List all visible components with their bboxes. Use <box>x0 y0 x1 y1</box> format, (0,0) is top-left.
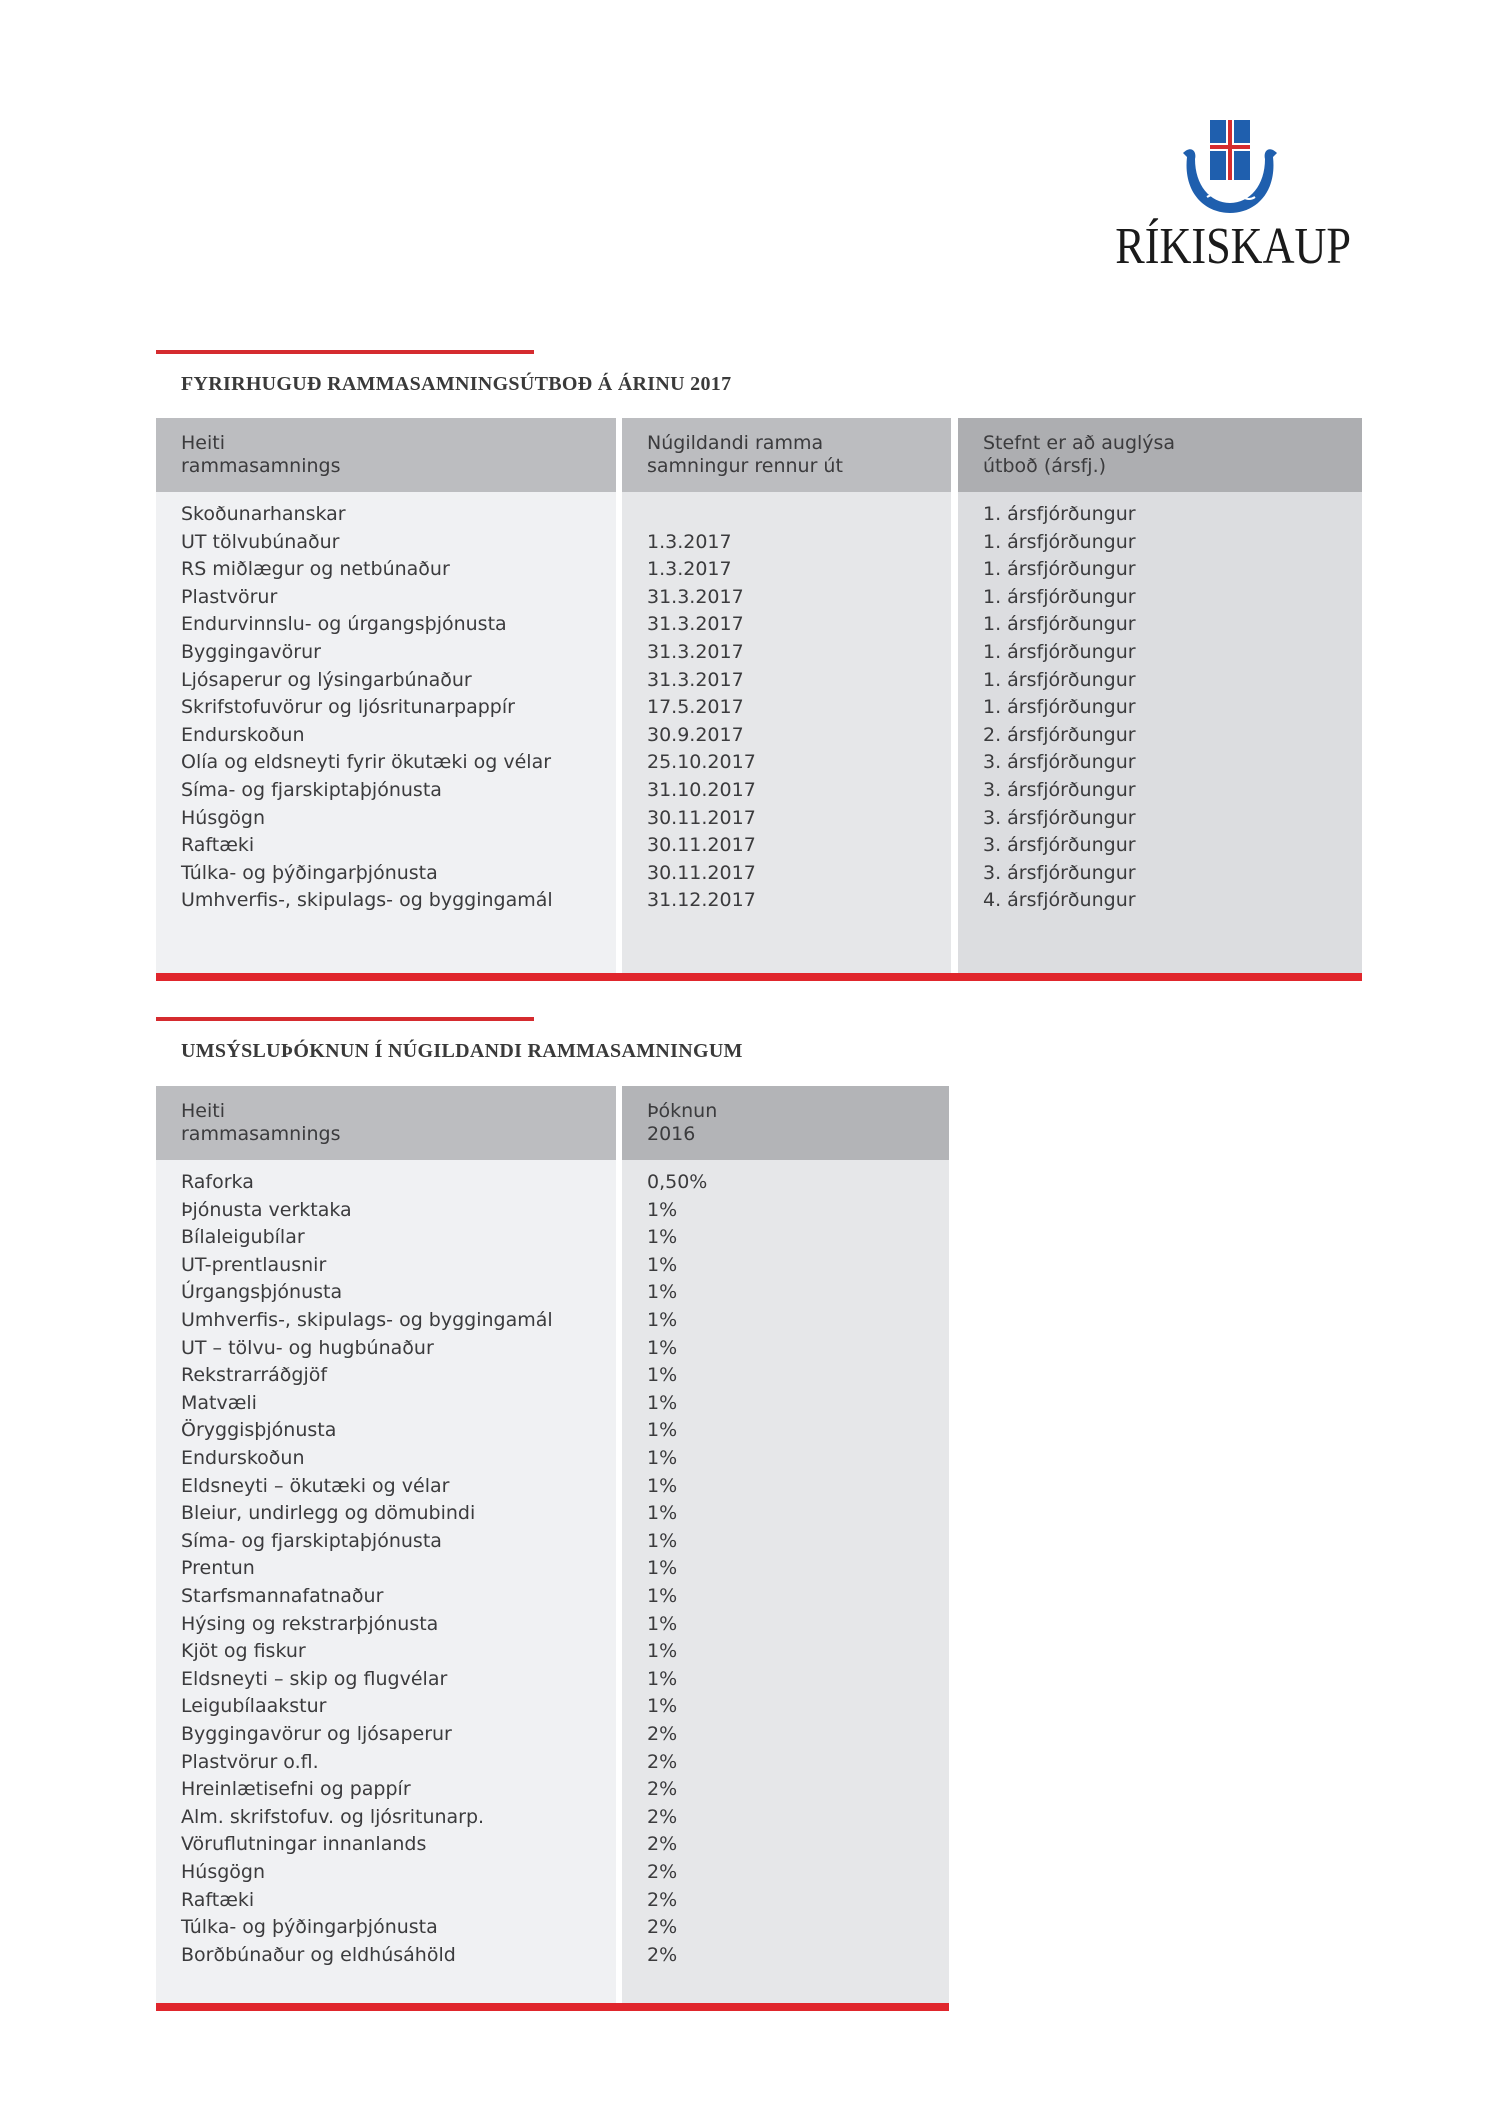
table-cell: 2% <box>647 1723 678 1745</box>
table-cell: 1% <box>647 1336 678 1359</box>
table-cell: UT-prentlausnir <box>181 1253 327 1276</box>
table-cell: 1. ársfjórðungur <box>983 585 1136 608</box>
table-cell: 2. ársfjórðungur <box>983 723 1136 746</box>
column-header <box>156 1086 616 1160</box>
table-cell: Húsgögn <box>181 806 266 829</box>
table-cell: 1% <box>647 1667 678 1690</box>
table-cell: 1% <box>647 1226 678 1249</box>
table-cell: UT – tölvu- og hugbúnaður <box>181 1336 434 1359</box>
table-cell: 1. ársfjórðungur <box>983 641 1136 663</box>
table-cell: Skoðunarhanskar <box>181 503 346 525</box>
logo-wordmark: RÍKISKAUP <box>1115 218 1352 275</box>
table-cell: 31.12.2017 <box>647 889 756 912</box>
table-cell: 1. ársfjórðungur <box>983 558 1136 581</box>
table-cell: 1. ársfjórðungur <box>983 696 1136 719</box>
table-cell: 1.3.2017 <box>647 558 732 581</box>
table-cell: Þjónusta verktaka <box>181 1198 352 1221</box>
table-cell: Hreinlætisefni og pappír <box>181 1778 411 1801</box>
table-cell: 1. ársfjórðungur <box>983 503 1136 525</box>
table-cell: Byggingavörur og ljósaperur <box>181 1723 452 1745</box>
table-cell: 1% <box>647 1309 678 1331</box>
table-cell: 30.9.2017 <box>647 723 744 746</box>
table-cell: 30.11.2017 <box>647 806 756 829</box>
table-column <box>156 1086 616 2005</box>
table-cell: 1% <box>647 1585 678 1607</box>
table-cell: 1% <box>647 1364 678 1387</box>
table-cell: Byggingavörur <box>181 641 321 663</box>
table-cell: 1. ársfjórðungur <box>983 530 1136 553</box>
table-cell: Prentun <box>181 1557 255 1580</box>
section-divider <box>156 350 534 354</box>
table-cell: Plastvörur o.fl. <box>181 1750 319 1773</box>
header-line: 2016 <box>647 1123 696 1145</box>
column-body <box>622 492 951 975</box>
table-cell: RS miðlægur og netbúnaður <box>181 558 450 581</box>
table-cell: 1% <box>647 1557 678 1580</box>
table-cell: Kjöt og fiskur <box>181 1640 306 1663</box>
column-body <box>622 1160 949 2005</box>
table-cell: 1% <box>647 1198 678 1221</box>
table-cell: 2% <box>647 1833 678 1856</box>
table-cell: 31.3.2017 <box>647 613 744 636</box>
table-bottom-bar <box>156 973 1362 981</box>
table-cell: Öryggisþjónusta <box>181 1419 337 1442</box>
table-cell: Endurskoðun <box>181 723 305 746</box>
section-divider <box>156 1017 534 1021</box>
table-cell: Raftæki <box>181 834 255 857</box>
table-cell: 1% <box>647 1447 678 1469</box>
table-cell: Endurvinnslu- og úrgangsþjónusta <box>181 613 507 636</box>
header-line: Heiti <box>181 1100 225 1122</box>
table-cell: Borðbúnaður og eldhúsáhöld <box>181 1943 456 1966</box>
table-cell: 1. ársfjórðungur <box>983 668 1136 691</box>
table-cell: Hýsing og rekstrarþjónusta <box>181 1612 439 1635</box>
table-cell: 3. ársfjórðungur <box>983 834 1136 857</box>
table-cell: Plastvörur <box>181 585 278 608</box>
table-cell: Túlka- og þýðingarþjónusta <box>181 861 438 884</box>
table-cell: 3. ársfjórðungur <box>983 751 1136 774</box>
table-cell: 2% <box>647 1861 678 1883</box>
header-line: samningur rennur út <box>647 455 843 477</box>
table-cell: 25.10.2017 <box>647 751 756 774</box>
table-cell: Ljósaperur og lýsingarbúnaður <box>181 668 472 691</box>
header-line: útboð (ársfj.) <box>983 455 1107 477</box>
table-cell: Síma- og fjarskiptaþjónusta <box>181 779 442 801</box>
column-header <box>156 418 616 492</box>
table-cell: 2% <box>647 1916 678 1939</box>
section1-title: FYRIRHUGUÐ RAMMASAMNINGSÚTBOÐ Á ÁRINU 2017 <box>181 373 732 395</box>
table-cell: Endurskoðun <box>181 1447 305 1469</box>
table-cell: Starfsmannafatnaður <box>181 1585 384 1607</box>
table-cell: Síma- og fjarskiptaþjónusta <box>181 1529 442 1552</box>
table-cell: Umhverfis-, skipulags- og byggingamál <box>181 889 553 912</box>
column-header <box>622 1086 949 1160</box>
table-cell: Túlka- og þýðingarþjónusta <box>181 1916 438 1939</box>
table-cell: 2% <box>647 1943 678 1966</box>
table-cell: Skrifstofuvörur og ljósritunarpappír <box>181 696 515 719</box>
table-cell: 1% <box>647 1529 678 1552</box>
column-body <box>156 492 616 975</box>
table-cell: Raftæki <box>181 1888 255 1911</box>
table-cell: 1% <box>647 1253 678 1276</box>
table-cell: 30.11.2017 <box>647 834 756 857</box>
table-cell: 31.3.2017 <box>647 668 744 691</box>
header-line: Heiti <box>181 432 225 454</box>
table-cell: 1% <box>647 1419 678 1442</box>
table-cell: 17.5.2017 <box>647 696 744 719</box>
column-header <box>622 418 951 492</box>
table-cell: Bílaleigubílar <box>181 1226 305 1249</box>
table-cell: 31.3.2017 <box>647 641 744 663</box>
table-cell: Leigubílaakstur <box>181 1695 327 1718</box>
table-cell: Eldsneyti – skip og flugvélar <box>181 1667 448 1690</box>
table-cell: Alm. skrifstofuv. og ljósritunarp. <box>181 1805 485 1828</box>
table-cell: Húsgögn <box>181 1861 266 1883</box>
table-cell: 1% <box>647 1281 678 1304</box>
table-cell: 1% <box>647 1502 678 1525</box>
table-cell: Eldsneyti – ökutæki og vélar <box>181 1474 450 1497</box>
table-column <box>156 418 616 975</box>
header-line: Þóknun <box>647 1100 718 1122</box>
table-cell: 3. ársfjórðungur <box>983 861 1136 884</box>
header-line: Stefnt er að auglýsa <box>983 432 1176 454</box>
table-cell: 3. ársfjórðungur <box>983 806 1136 829</box>
table-column <box>958 418 1362 975</box>
table-cell: 31.10.2017 <box>647 779 756 801</box>
column-header <box>958 418 1362 492</box>
table-cell: 1% <box>647 1391 678 1414</box>
table-cell: 1.3.2017 <box>647 530 732 553</box>
column-body <box>958 492 1362 975</box>
table-cell: Bleiur, undirlegg og dömubindi <box>181 1502 476 1525</box>
table-cell: 30.11.2017 <box>647 861 756 884</box>
table-cell: Matvæli <box>181 1391 257 1414</box>
table-cell: UT tölvubúnaður <box>181 530 340 553</box>
table-cell: Olía og eldsneyti fyrir ökutæki og vélar <box>181 751 552 774</box>
commission-table <box>156 1086 949 2011</box>
table-column <box>622 418 951 975</box>
table-cell: Umhverfis-, skipulags- og byggingamál <box>181 1309 553 1331</box>
table-cell: 2% <box>647 1805 678 1828</box>
table-cell: Vöruflutningar innanlands <box>181 1833 427 1856</box>
table-cell: 4. ársfjórðungur <box>983 889 1136 912</box>
planned-tenders-table <box>156 418 1362 975</box>
table-cell: 1% <box>647 1640 678 1663</box>
table-cell: 31.3.2017 <box>647 585 744 608</box>
table-cell: 3. ársfjórðungur <box>983 779 1136 801</box>
table-cell: 1% <box>647 1474 678 1497</box>
table-cell: 1. ársfjórðungur <box>983 613 1136 636</box>
table-cell: Rekstrarráðgjöf <box>181 1364 328 1387</box>
table-cell: Úrgangsþjónusta <box>181 1281 343 1304</box>
table-bottom-bar <box>156 2003 949 2011</box>
table-cell: 1% <box>647 1612 678 1635</box>
header-line: Núgildandi ramma <box>647 432 824 454</box>
table-cell: 1% <box>647 1695 678 1718</box>
table-cell: Raforka <box>181 1171 254 1193</box>
table-cell: 0,50% <box>647 1171 708 1193</box>
header-line: rammasamnings <box>181 455 341 477</box>
table-cell: 2% <box>647 1778 678 1801</box>
table-cell: 2% <box>647 1750 678 1773</box>
viking-ship-flag-icon <box>1095 115 1365 215</box>
column-body <box>156 1160 616 2005</box>
header-line: rammasamnings <box>181 1123 341 1145</box>
section2-title: UMSÝSLUÞÓKNUN Í NÚGILDANDI RAMMASAMNINGUM <box>181 1040 743 1062</box>
table-column <box>622 1086 949 2005</box>
table-cell: 2% <box>647 1888 678 1911</box>
rikiskaup-logo <box>1095 115 1365 275</box>
